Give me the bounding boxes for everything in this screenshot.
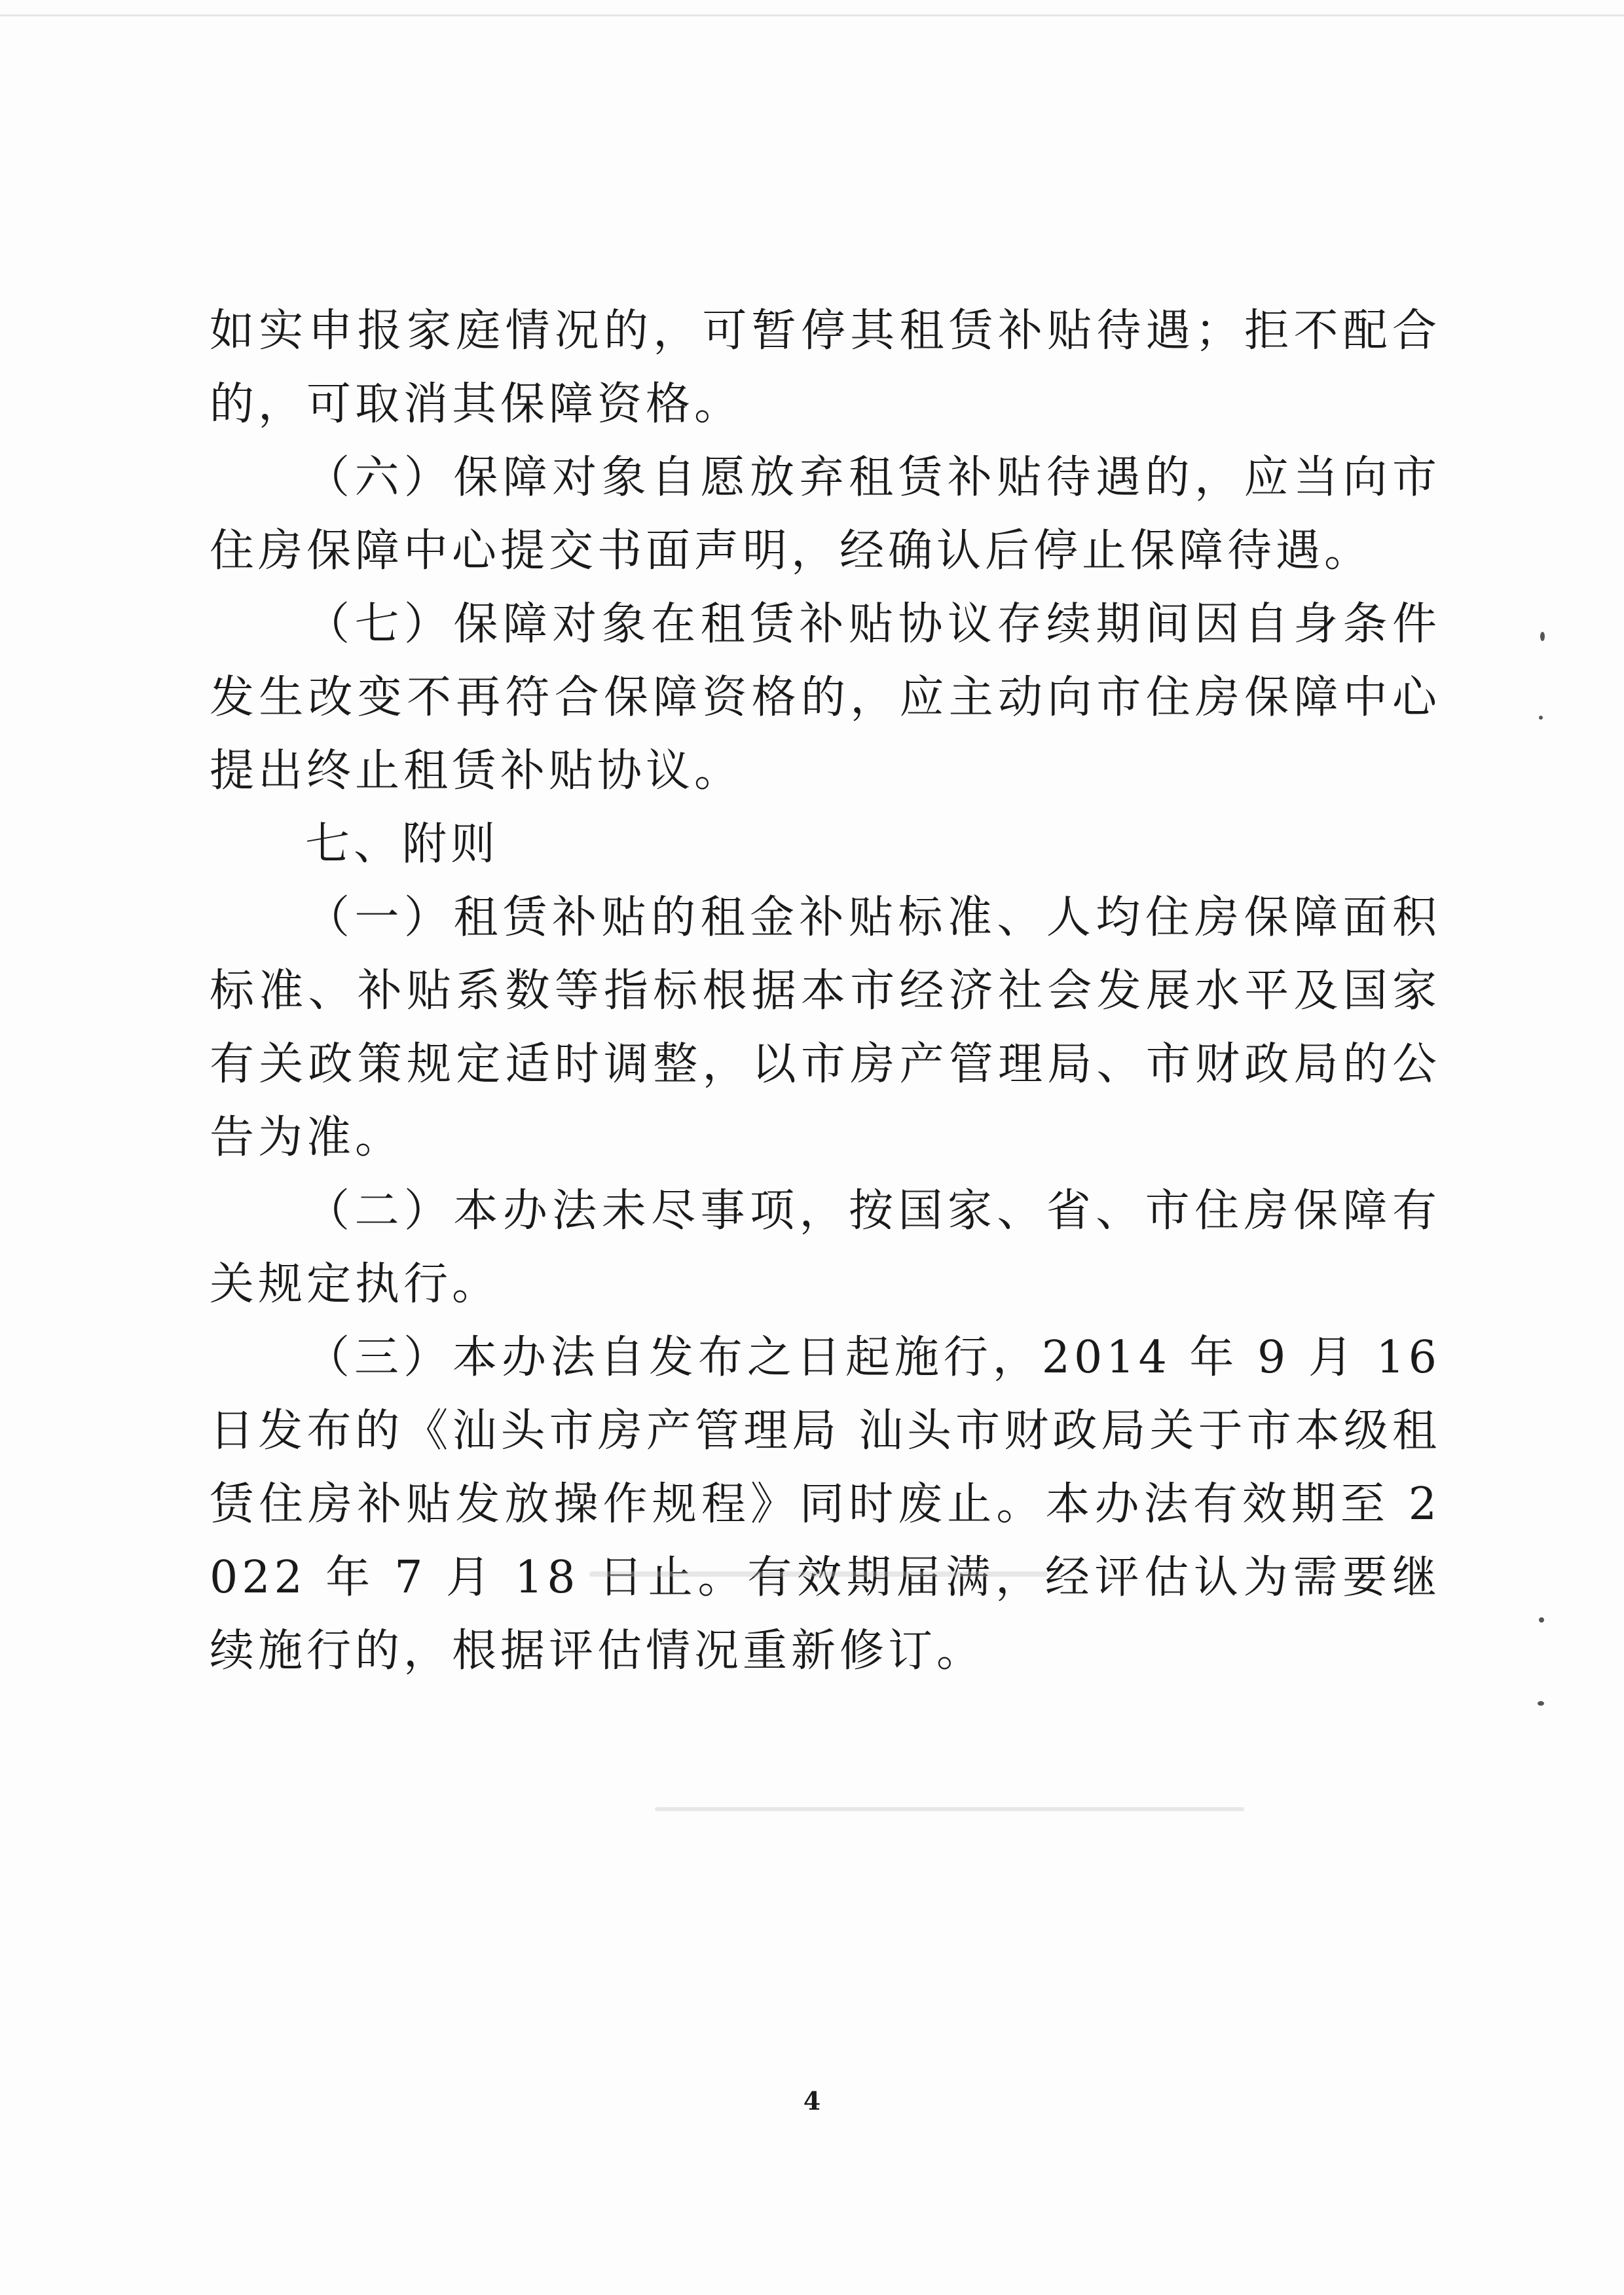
scan-smudge	[655, 1807, 1244, 1811]
scan-top-edge	[0, 14, 1624, 16]
paragraph-supplementary-3: （三）本办法自发布之日起施行，2014 年 9 月 16 日发布的《汕头市房产管理局 汕头市财政局关于市本级租赁住房补贴发放操作规程》同时废止。本办法有效期至 2022 年 7 月 18 日止。有效期届满，经评估认为需要继续施行的，根据评估情况重新修订。	[210, 1332, 1441, 1677]
scan-smudge	[589, 1571, 1048, 1577]
paragraph-supplementary-1: （一）租赁补贴的租金补贴标准、人均住房保障面积标准、补贴系数等指标根据本市经济社会发展水平及国家有关政策规定适时调整，以市房产管理局、市财政局的公告为准。	[210, 892, 1441, 1164]
section-heading-supplementary: 七、附则	[305, 818, 500, 870]
page-number: 4	[803, 2086, 821, 2116]
scan-speck	[1539, 1617, 1544, 1623]
document-body	[210, 295, 1441, 1688]
paragraph-continued: 如实申报家庭情况的，可暂停其租赁补贴待遇；拒不配合的，可取消其保障资格。	[210, 305, 1441, 430]
scan-speck	[1538, 1701, 1544, 1706]
paragraph-item-7: （七）保障对象在租赁补贴协议存续期间因自身条件发生改变不再符合保障资格的，应主动向市住房保障中心提出终止租赁补贴协议。	[210, 598, 1441, 797]
paragraph-supplementary-2: （二）本办法未尽事项，按国家、省、市住房保障有关规定执行。	[210, 1185, 1441, 1310]
scan-speck	[1539, 716, 1543, 720]
paragraph-item-6: （六）保障对象自愿放弃租赁补贴待遇的，应当向市住房保障中心提交书面声明，经确认后停止保障待遇。	[210, 452, 1441, 577]
scan-speck	[1540, 632, 1545, 641]
